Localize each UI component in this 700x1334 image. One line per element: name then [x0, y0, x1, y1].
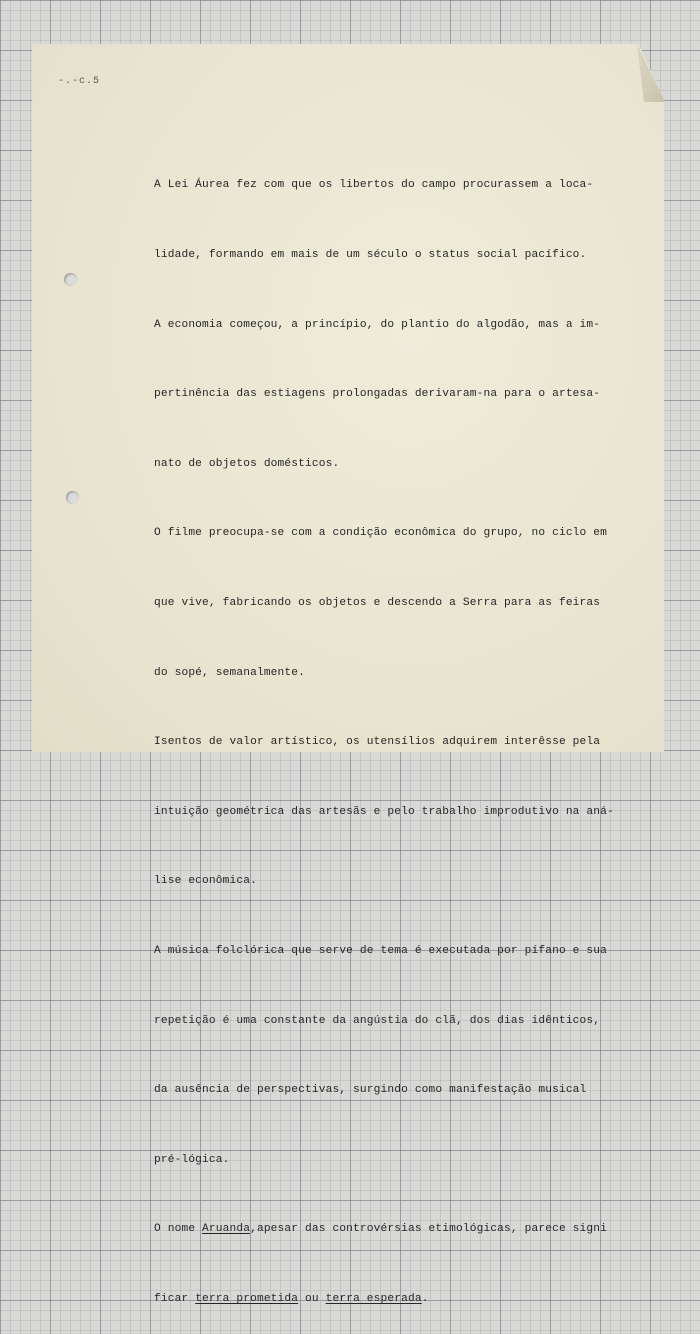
text-line: A economia começou, a princípio, do plantio do algodão, mas a im- — [154, 318, 601, 331]
underlined-term-terra-esperada: terra esperada — [325, 1292, 422, 1305]
text-line: nato de objetos domésticos. — [154, 457, 340, 470]
text-line: pertinência das estiagens prolongadas derivaram-na para o artesa- — [154, 388, 601, 401]
text-segment: ou — [298, 1292, 326, 1305]
text-line: A Lei Áurea fez com que os libertos do campo procurassem a loca- — [154, 179, 594, 192]
punch-hole-top — [64, 273, 77, 286]
text-segment: ficar — [154, 1292, 196, 1305]
typed-text-block — [154, 128, 646, 1334]
text-line: pré-lógica. — [154, 1153, 230, 1166]
text-line: lise econômica. — [154, 875, 257, 888]
text-line: da ausência de perspectivas, surgindo como manifestação musical — [154, 1084, 587, 1097]
text-line: O filme preocupa-se com a condição econômica do grupo, no ciclo em — [154, 527, 607, 540]
text-line-aruanda — [154, 1218, 646, 1241]
text-line: Isentos de valor artístico, os utensílios adquirem interêsse pela — [154, 736, 601, 749]
text-line: A música folclórica que serve de tema é executada por pífano e sua — [154, 944, 607, 957]
text-line: repetição é uma constante da angústia do clã, dos dias idênticos, — [154, 1014, 601, 1027]
text-line: intuição geométrica das artesãs e pelo trabalho improdutivo na aná- — [154, 805, 614, 818]
underlined-term-terra-prometida: terra prometida — [195, 1292, 299, 1305]
text-line: que vive, fabricando os objetos e descendo a Serra para as feiras — [154, 596, 601, 609]
text-segment: ,apesar das controvérsias etimológicas, parece signi — [250, 1223, 608, 1236]
text-line: do sopé, semanalmente. — [154, 666, 305, 679]
underlined-term-aruanda: Aruanda — [202, 1223, 251, 1236]
text-segment: . — [421, 1292, 429, 1305]
corner-mark: -.-c.5 — [58, 76, 101, 87]
punch-hole-bottom — [66, 491, 79, 504]
text-segment: O nome — [154, 1223, 203, 1236]
text-line: lidade, formando em mais de um século o status social pacífico. — [154, 249, 587, 261]
text-line-final — [154, 1288, 646, 1311]
